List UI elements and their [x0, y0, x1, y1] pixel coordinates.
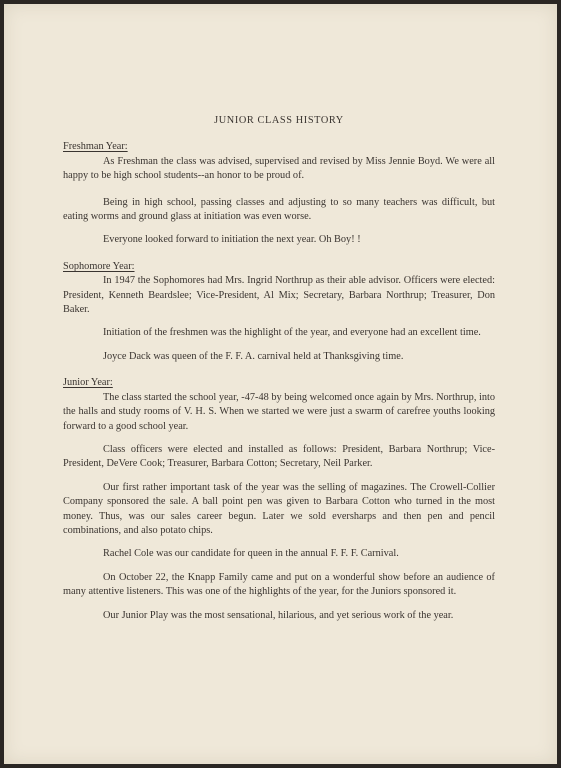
- section-freshman: [63, 140, 495, 247]
- paragraph: As Freshman the class was advised, supervised and revised by Miss Jennie Boyd. We were all happy to be high school students--an honor to be proud of.: [63, 155, 495, 182]
- page-title: JUNIOR CLASS HISTORY: [214, 115, 344, 126]
- paragraph: Initiation of the freshmen was the highlight of the year, and everyone had an excellent time.: [103, 327, 481, 339]
- paragraph: Being in high school, passing classes and adjusting to so many teachers was difficult, but eating worms and ground glass at initiation was even worse.: [63, 196, 495, 223]
- paragraph: Rachel Cole was our candidate for queen in the annual F. F. F. Carnival.: [103, 548, 399, 560]
- paragraph: On October 22, the Knapp Family came and put on a wonderful show before an audience of many attentive listeners. This was one of the highlights of the year, for the Juniors sponsored it.: [63, 571, 495, 598]
- paragraph: In 1947 the Sophomores had Mrs. Ingrid Northrup as their able advisor. Officers were elected: President, Kenneth Beardslee; Vice-President, Al Mix; Secretary, Barbara Northrup; Treasurer, Don Baker.: [63, 275, 495, 316]
- document-content: [63, 114, 495, 623]
- section-junior: [63, 376, 495, 623]
- section-heading-junior: Junior Year:: [63, 377, 113, 389]
- paragraph: Class officers were elected and installed as follows: President, Barbara Northrup; Vice-President, DeVere Cook; Treasurer, Barbara Cotton; Secretary, Neil Parker.: [63, 443, 495, 470]
- paragraph: The class started the school year, -47-48 by being welcomed once again by Mrs. Northrup, into the halls and study rooms of V. H. S. When we started we were just a swarm of carefree youths looking forward to a good school year.: [63, 391, 495, 432]
- paragraph: Everyone looked forward to initiation the next year. Oh Boy! !: [103, 234, 361, 246]
- paragraph: Joyce Dack was queen of the F. F. A. carnival held at Thanksgiving time.: [103, 350, 404, 362]
- paragraph: Our Junior Play was the most sensational, hilarious, and yet serious work of the year.: [103, 609, 454, 621]
- section-sophomore: [63, 260, 495, 364]
- document-page: [4, 4, 557, 764]
- section-heading-freshman: Freshman Year:: [63, 141, 128, 153]
- paragraph: Our first rather important task of the year was the selling of magazines. The Crowell-Collier Company sponsored the sale. A ball point pen was given to Barbara Cotton who turned in the most money. Thus, was our sales career begun. Later we sold eversharps and then pen and pencil combinations, and also potato chips.: [63, 481, 495, 536]
- section-heading-sophomore: Sophomore Year:: [63, 260, 135, 272]
